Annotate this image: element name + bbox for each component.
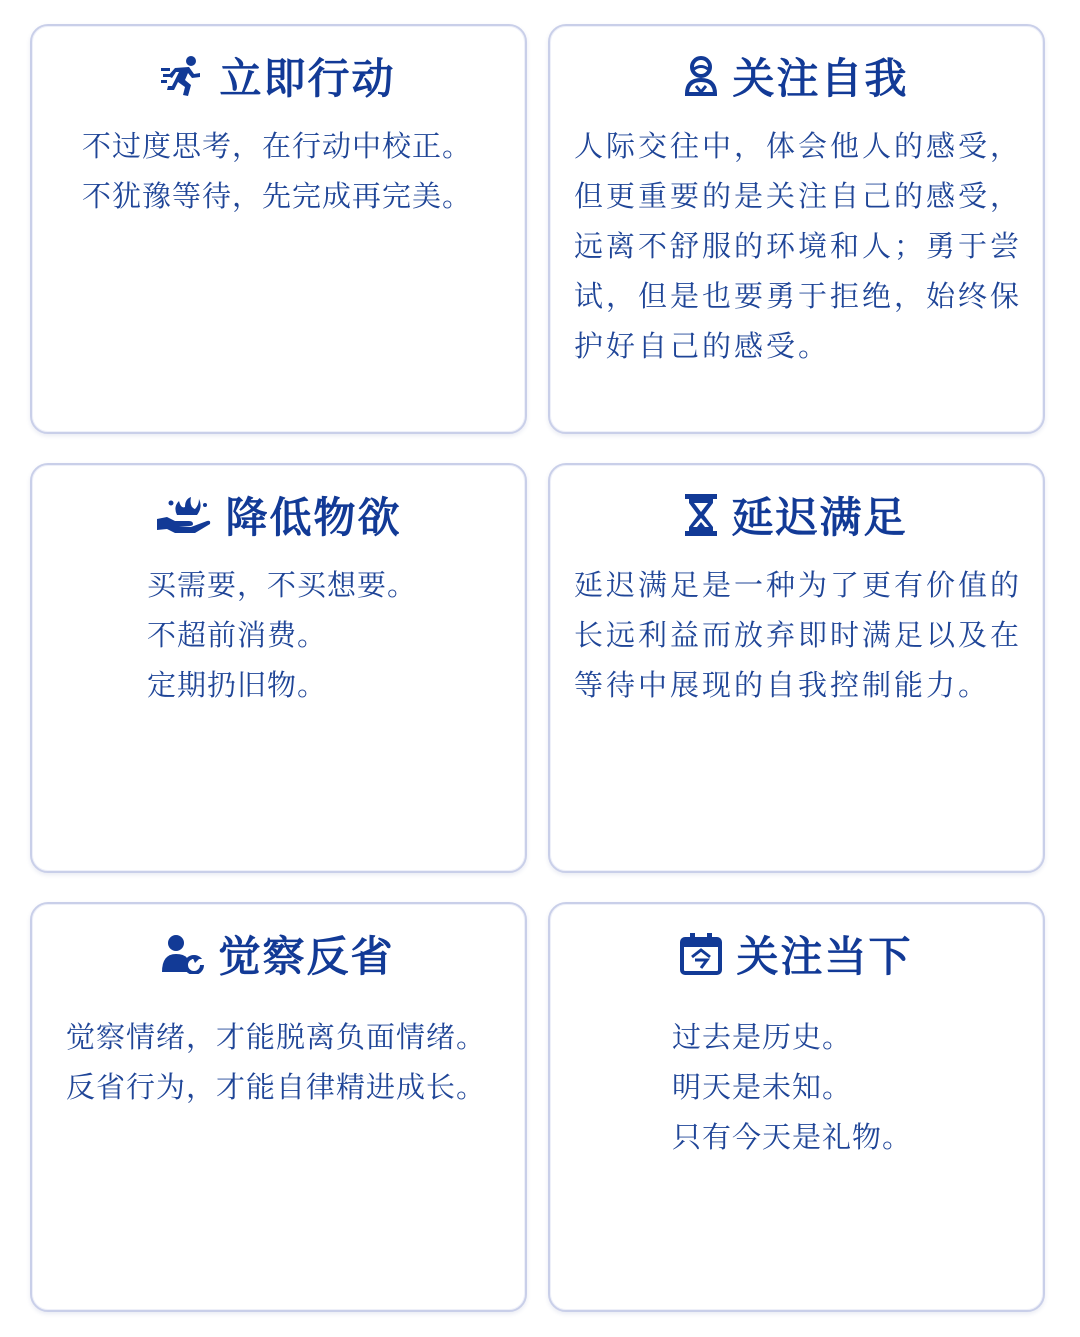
card-title: 关注自我 <box>732 54 909 103</box>
card-self-care <box>548 24 1045 434</box>
card-focus-present <box>548 902 1045 1312</box>
card-line: 不犹豫等待，先完成再完美。 <box>82 179 473 213</box>
card-lines <box>66 1012 486 1112</box>
card-line: 买需要，不买想要。 <box>147 568 418 602</box>
card-line: 不超前消费。 <box>147 618 328 652</box>
card-paragraph: 人际交往中，体会他人的感受，但更重要的是关注自己的感受，远离不舒服的环境和人；勇于尝试，但是也要勇于拒绝，始终保护好自己的感受。 <box>574 129 1023 363</box>
person-self-icon <box>684 56 718 96</box>
card-delayed-gratification <box>548 463 1045 873</box>
card-title: 立即行动 <box>219 54 396 103</box>
card-header <box>550 924 1043 984</box>
running-person-icon <box>161 54 205 98</box>
card-lines <box>672 1012 912 1162</box>
card-header <box>32 46 525 106</box>
card-line: 只有今天是礼物。 <box>672 1120 913 1154</box>
calendar-today-icon <box>680 933 722 975</box>
card-title: 觉察反省 <box>218 932 395 981</box>
card-line: 明天是未知。 <box>672 1070 853 1104</box>
card-awareness-reflection <box>30 902 527 1312</box>
hand-splash-icon <box>155 495 211 535</box>
card-header <box>32 485 525 545</box>
card-reduce-desire <box>30 463 527 873</box>
card-title: 关注当下 <box>736 932 913 981</box>
person-reflect-icon <box>162 934 204 974</box>
card-header <box>550 46 1043 106</box>
card-line: 过去是历史。 <box>672 1020 853 1054</box>
card-header <box>550 485 1043 545</box>
card-paragraph: 延迟满足是一种为了更有价值的长远利益而放弃即时满足以及在等待中展现的自我控制能力。 <box>574 568 1023 702</box>
card-act-now <box>30 24 527 434</box>
card-lines <box>82 121 472 221</box>
card-lines <box>147 560 417 710</box>
card-line: 反省行为，才能自律精进成长。 <box>66 1070 487 1104</box>
card-line: 定期扔旧物。 <box>147 668 328 702</box>
card-line: 不过度思考，在行动中校正。 <box>82 129 473 163</box>
card-header <box>32 924 525 984</box>
card-title: 降低物欲 <box>225 493 402 542</box>
card-line: 觉察情绪，才能脱离负面情绪。 <box>66 1020 487 1054</box>
hourglass-icon <box>685 494 717 536</box>
card-title: 延迟满足 <box>731 493 908 542</box>
